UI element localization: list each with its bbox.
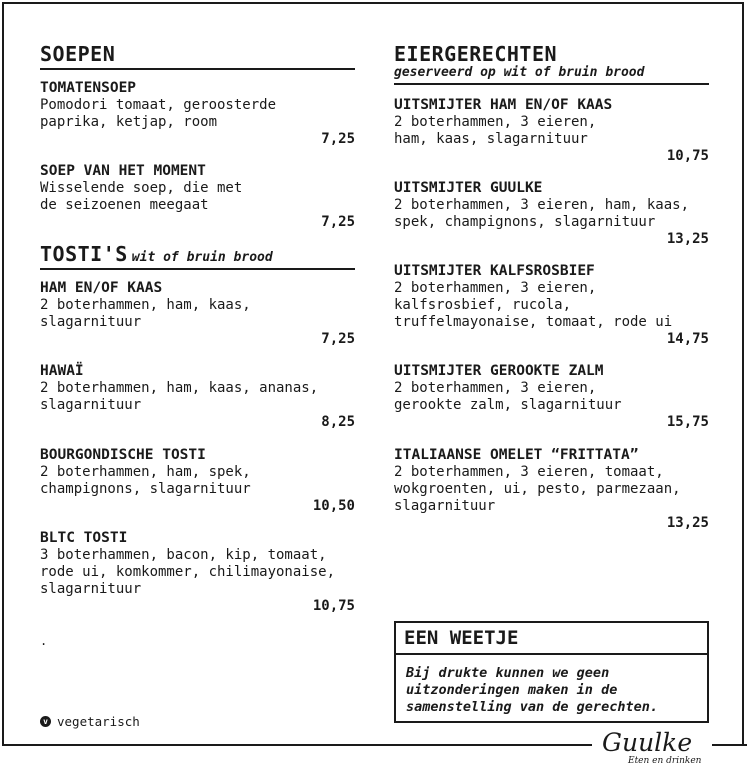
section-title-soepen: SOEPEN	[40, 42, 116, 66]
menu-item	[394, 180, 709, 248]
item-name: UITSMIJTER GEROOKTE ZALM	[394, 363, 604, 379]
item-name: BLTC TOSTI	[40, 530, 128, 546]
item-price: 13,25	[666, 515, 709, 531]
item-name: UITSMIJTER KALFSROSBIEF	[394, 263, 595, 279]
item-name: HAWAÏ	[40, 363, 84, 379]
item-description: 2 boterhammen, 3 eieren, gerookte zalm, slagarnituur	[394, 380, 622, 413]
item-price: 14,75	[666, 331, 709, 347]
item-price: 10,75	[666, 148, 709, 164]
logo-wordmark: Guulke	[602, 728, 693, 757]
section-title-text: TOSTI'S	[40, 242, 128, 266]
info-box-text: Bij drukte kunnen we geen uitzonderingen maken in de samenstelling van de gerechten.	[406, 665, 658, 715]
section-subtitle: wit of bruin brood	[131, 250, 273, 265]
item-description: 3 boterhammen, bacon, kip, tomaat, rode ui, komkommer, chilimayonaise, slagarnituur	[40, 547, 336, 597]
item-price: 7,25	[321, 131, 355, 147]
item-name: UITSMIJTER HAM EN/OF KAAS	[394, 97, 613, 113]
logo	[598, 728, 710, 768]
item-name: SOEP VAN HET MOMENT	[40, 163, 206, 179]
menu-item	[394, 263, 709, 348]
item-description: 2 boterhammen, 3 eieren, ham, kaas, slagarnituur	[394, 114, 597, 147]
item-description: 2 boterhammen, ham, kaas, slagarnituur	[40, 297, 251, 330]
info-box-title: EEN WEETJE	[404, 627, 519, 649]
logo-tagline: Eten en drinken	[628, 756, 702, 766]
item-name: HAM EN/OF KAAS	[40, 280, 163, 296]
item-price: 7,25	[321, 331, 355, 347]
menu-item	[394, 447, 709, 532]
item-price: 13,25	[666, 231, 709, 247]
item-price: 8,25	[321, 414, 355, 430]
section-title-tostis	[40, 242, 273, 266]
item-description: 2 boterhammen, ham, spek, champignons, slagarnituur	[40, 464, 251, 497]
legend-label: vegetarisch	[57, 714, 140, 729]
stray-dot: .	[40, 634, 48, 648]
frame-bottom-line	[2, 744, 592, 746]
item-description: 2 boterhammen, ham, kaas, ananas, slagarnituur	[40, 380, 319, 413]
menu-item	[40, 363, 355, 431]
section-subtitle: geserveerd op wit of bruin brood	[394, 65, 645, 80]
menu-item	[40, 280, 355, 348]
frame-bottom-line-right	[712, 744, 747, 746]
item-name: TOMATENSOEP	[40, 80, 137, 96]
section-rule	[394, 83, 709, 85]
item-name: BOURGONDISCHE TOSTI	[40, 447, 206, 463]
info-box	[394, 621, 709, 723]
section-rule	[40, 68, 355, 70]
item-description: 2 boterhammen, 3 eieren, tomaat, wokgroenten, ui, pesto, parmezaan, slagarnituur	[394, 464, 681, 514]
item-name: ITALIAANSE OMELET “FRITTATA”	[394, 447, 639, 463]
menu-item	[40, 163, 355, 231]
legend	[40, 714, 140, 729]
item-price: 10,50	[312, 498, 355, 514]
info-box-rule	[396, 653, 707, 655]
item-price: 15,75	[666, 414, 709, 430]
menu-item	[40, 530, 355, 615]
item-description: Pomodori tomaat, geroosterde paprika, ketjap, room	[40, 97, 277, 130]
item-name: UITSMIJTER GUULKE	[394, 180, 543, 196]
menu-item	[40, 447, 355, 515]
item-description: Wisselende soep, die met de seizoenen meegaat	[40, 180, 243, 213]
item-description: 2 boterhammen, 3 eieren, ham, kaas, spek, champignons, slagarnituur	[394, 197, 690, 230]
menu-item	[394, 363, 709, 431]
menu-item	[40, 80, 355, 148]
section-title-eiergerechten: EIERGERECHTEN	[394, 42, 558, 66]
section-rule	[40, 268, 355, 270]
vegetarian-icon: v	[40, 716, 51, 727]
item-description: 2 boterhammen, 3 eieren, kalfsrosbief, rucola, truffelmayonaise, tomaat, rode ui	[394, 280, 673, 330]
menu-item	[394, 97, 709, 165]
item-price: 7,25	[321, 214, 355, 230]
item-price: 10,75	[312, 598, 355, 614]
